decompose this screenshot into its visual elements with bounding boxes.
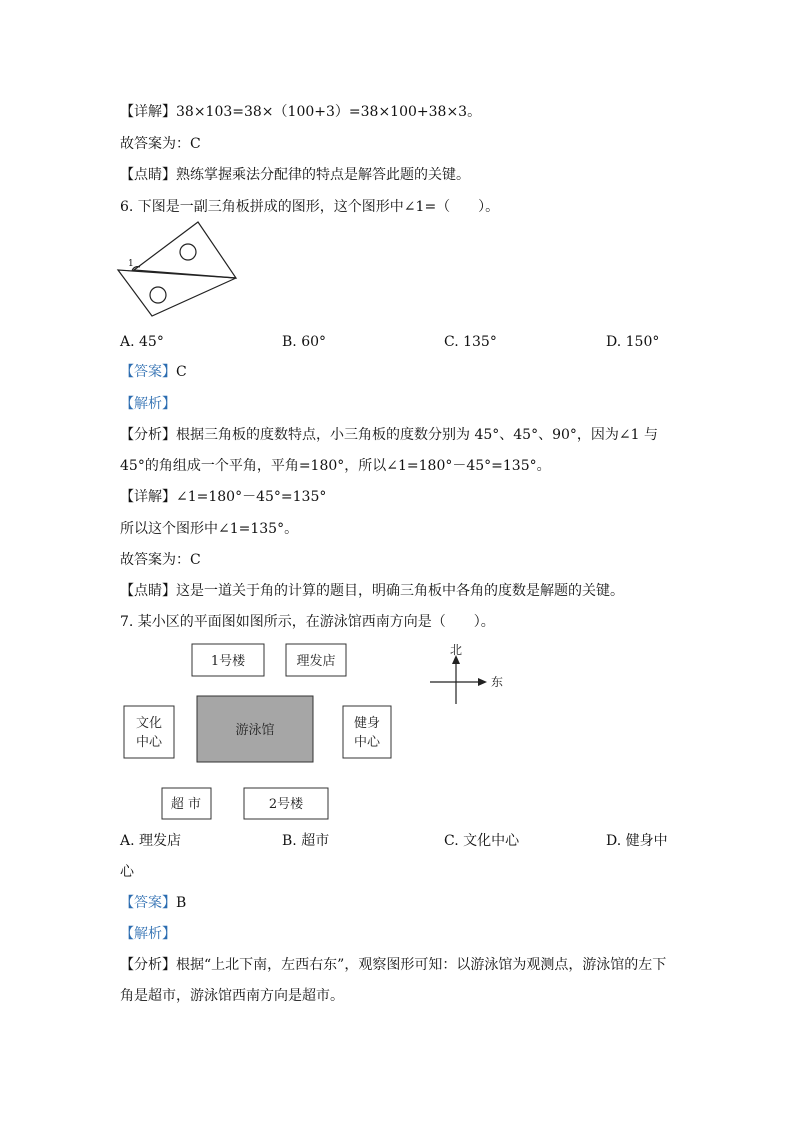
gym-box — [343, 706, 391, 758]
gym-label-2: 中心 — [353, 735, 381, 750]
building1-label: 1号楼 — [210, 654, 246, 669]
q7-option-a: A. 理发店 — [120, 833, 182, 849]
q6-question: 6. 下图是一副三角板拼成的图形，这个图形中∠1=（ ）。 — [120, 199, 500, 215]
q6-answer-value: C — [176, 364, 187, 380]
q6-answer-tag: 【答案】 — [120, 364, 176, 380]
q5-answer-line: 故答案为：C — [120, 136, 201, 152]
q7-answer — [120, 893, 186, 913]
culture-center-box — [124, 706, 174, 758]
barber-label: 理发店 — [296, 654, 336, 669]
q7-option-d: D. 健身中 — [606, 833, 668, 849]
q5-key-point: 【点睛】熟练掌握乘法分配律的特点是解答此题的关键。 — [120, 167, 470, 183]
q6-analysis-line1: 【分析】根据三角板的度数特点，小三角板的度数分别为 45°、45°、90°，因为∠1 与 — [120, 427, 658, 443]
east-label: 东 — [490, 675, 504, 689]
pool-label: 游泳馆 — [235, 723, 275, 738]
q6-detail-line1: 【详解】∠1=180°－45°=135° — [120, 489, 327, 505]
north-label: 北 — [449, 643, 463, 657]
q7-option-c: C. 文化中心 — [444, 833, 520, 849]
compass — [430, 660, 482, 704]
q7-question: 7. 某小区的平面图如图所示，在游泳馆西南方向是（ ）。 — [120, 614, 495, 630]
east-arrow-icon — [478, 678, 487, 686]
q5-detail: 【详解】38×103=38×（100+3）=38×100+38×3。 — [120, 104, 482, 120]
q6-answer-line: 故答案为：C — [120, 552, 201, 568]
q7-answer-tag: 【答案】 — [120, 895, 176, 911]
q6-option-d: D. 150° — [606, 334, 660, 350]
q6-analysis-tag: 【解析】 — [120, 396, 176, 412]
q6-option-c: C. 135° — [444, 334, 497, 350]
q6-detail-line2: 所以这个图形中∠1=135°。 — [120, 521, 299, 537]
angle-1-label: 1 — [128, 259, 134, 269]
gym-label-1: 健身 — [353, 716, 381, 731]
q7-analysis-tag: 【解析】 — [120, 926, 176, 942]
q6-option-a: A. 45° — [120, 334, 164, 350]
q7-analysis-line2: 角是超市，游泳馆西南方向是超市。 — [120, 988, 344, 1004]
building2-label: 2号楼 — [268, 797, 304, 812]
q7-option-b: B. 超市 — [282, 833, 330, 849]
supermarket-label: 超 市 — [170, 797, 202, 812]
q7-option-d-wrap: 心 — [120, 864, 134, 880]
q7-analysis-line1: 【分析】根据“上北下南，左西右东”，观察图形可知：以游泳馆为观测点，游泳馆的左下 — [120, 957, 667, 973]
q7-answer-value: B — [176, 895, 187, 911]
q6-option-b: B. 60° — [282, 334, 327, 350]
culture-center-label-2: 中心 — [135, 735, 163, 750]
q6-key-point: 【点睛】这是一道关于角的计算的题目，明确三角板中各角的度数是解题的关键。 — [120, 583, 624, 599]
culture-center-label-1: 文化 — [135, 716, 163, 731]
q6-analysis-line2: 45°的角组成一个平角，平角=180°，所以∠1=180°－45°=135°。 — [120, 458, 551, 474]
